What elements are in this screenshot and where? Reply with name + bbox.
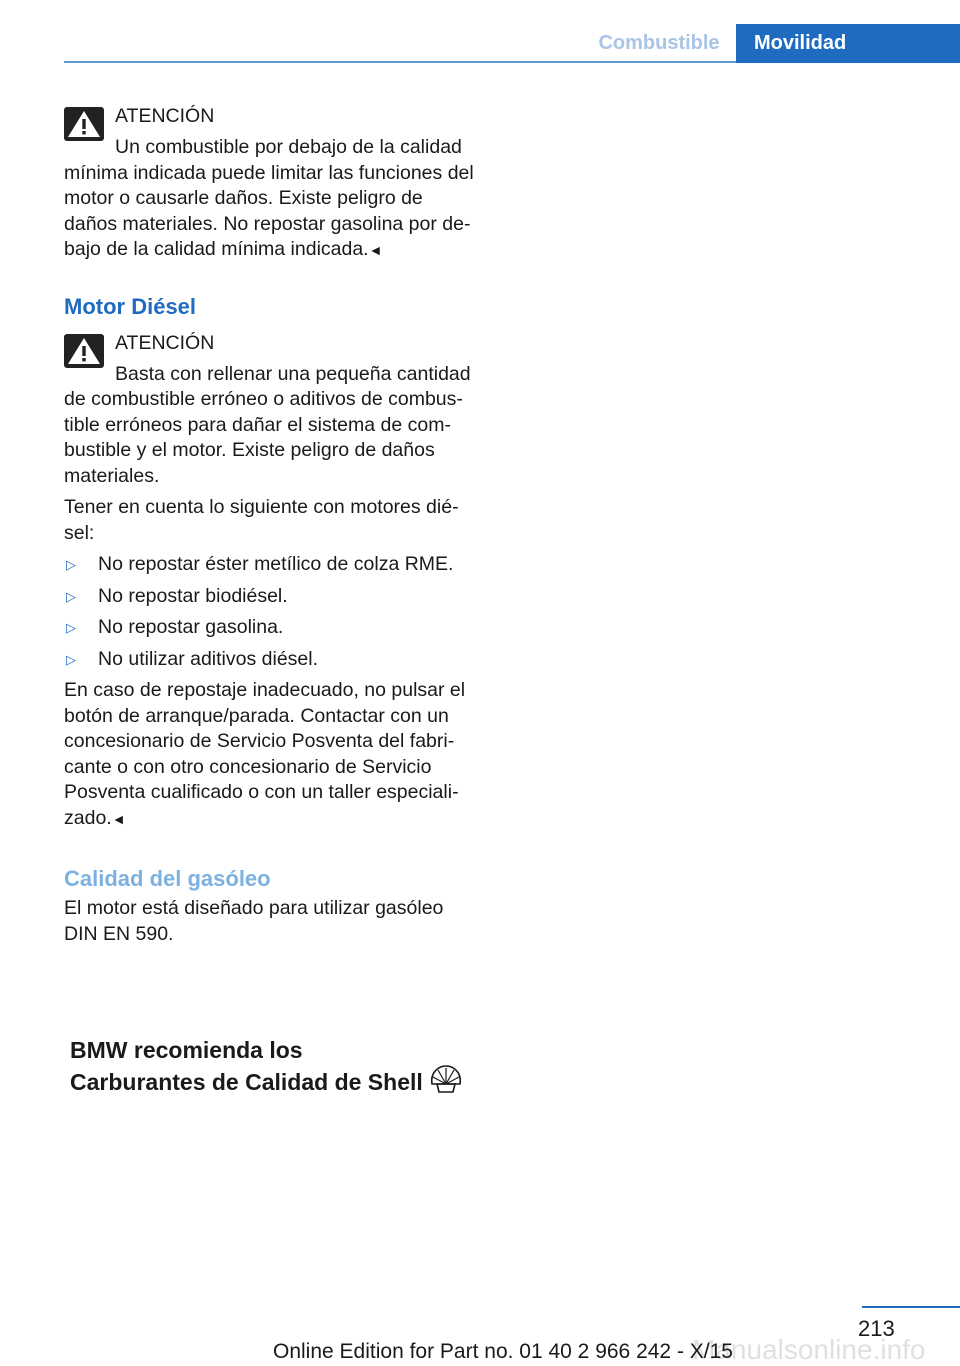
warning-triangle-icon — [64, 334, 104, 368]
bullet-triangle-icon: ▷ — [66, 651, 76, 667]
shell-advert — [64, 1036, 480, 1100]
heading-motor-diesel: Motor Diésel — [64, 293, 197, 319]
shell-logo-icon — [429, 1064, 463, 1100]
shell-line-2: Carburantes de Calidad de Shell — [64, 1064, 480, 1100]
page-number: 213 — [858, 1316, 895, 1341]
footer-rule — [862, 1306, 960, 1308]
tab-combustible[interactable]: Combustible — [598, 32, 720, 54]
diesel-bullet-list — [64, 552, 480, 672]
list-item: ▷ No repostar gasolina. — [64, 615, 480, 641]
watermark: Manualsonline.info — [692, 1334, 926, 1365]
bullet-triangle-icon: ▷ — [66, 588, 76, 604]
warning-title: ATENCIÓN — [115, 105, 215, 127]
shell-line-1: BMW recomienda los — [70, 1037, 303, 1063]
diesel-closing: En caso de repostaje inadecuado, no pulsar el botón de arranque/parada. Contactar con un concesionario de Servicio Posventa del fabricante o con otro concesionario de Servicio Posventa cualificado o con un taller especializado.◄ — [64, 679, 466, 829]
warning-block-gasolina — [64, 103, 480, 264]
warning-block-diesel — [64, 330, 480, 490]
end-mark: ◄ — [368, 242, 383, 258]
bullet-triangle-icon: ▷ — [66, 620, 76, 635]
edition-line: Online Edition for Part no. 01 40 2 966 242 - X/15 — [273, 1340, 733, 1363]
warning-text: Basta con rellenar una pequeña cantidad de combustible erróneo o aditivos de combustible erróneos para dañar el sistema de combustible y el motor. Existe peligro de daños materiales. — [64, 362, 471, 487]
heading-calidad-gasoleo: Calidad del gasóleo — [64, 866, 271, 891]
warning-text: Un combustible por debajo de la calidad mínima indicada puede limitar las funciones del motor o causarle daños. Existe peligro de daños materiales. No repostar gasolina por debajo de la calidad mínima indicada.◄ — [64, 136, 474, 260]
warning-triangle-icon — [64, 107, 104, 141]
list-item: ▷ No repostar éster metílico de colza RME. — [64, 552, 480, 578]
list-item: ▷ No repostar biodiésel. — [64, 584, 480, 610]
main-column — [64, 103, 480, 947]
warning-title: ATENCIÓN — [115, 331, 215, 354]
diesel-intro: Tener en cuenta lo siguiente con motores diésel: — [64, 496, 459, 544]
calidad-text: El motor está diseñado para utilizar gasóleo DIN EN 590. — [64, 897, 444, 945]
list-item: ▷ No utilizar aditivos diésel. — [64, 647, 480, 673]
tab-movilidad[interactable]: Movilidad — [736, 24, 960, 63]
bullet-triangle-icon: ▷ — [66, 557, 76, 572]
end-mark: ◄ — [111, 810, 126, 827]
